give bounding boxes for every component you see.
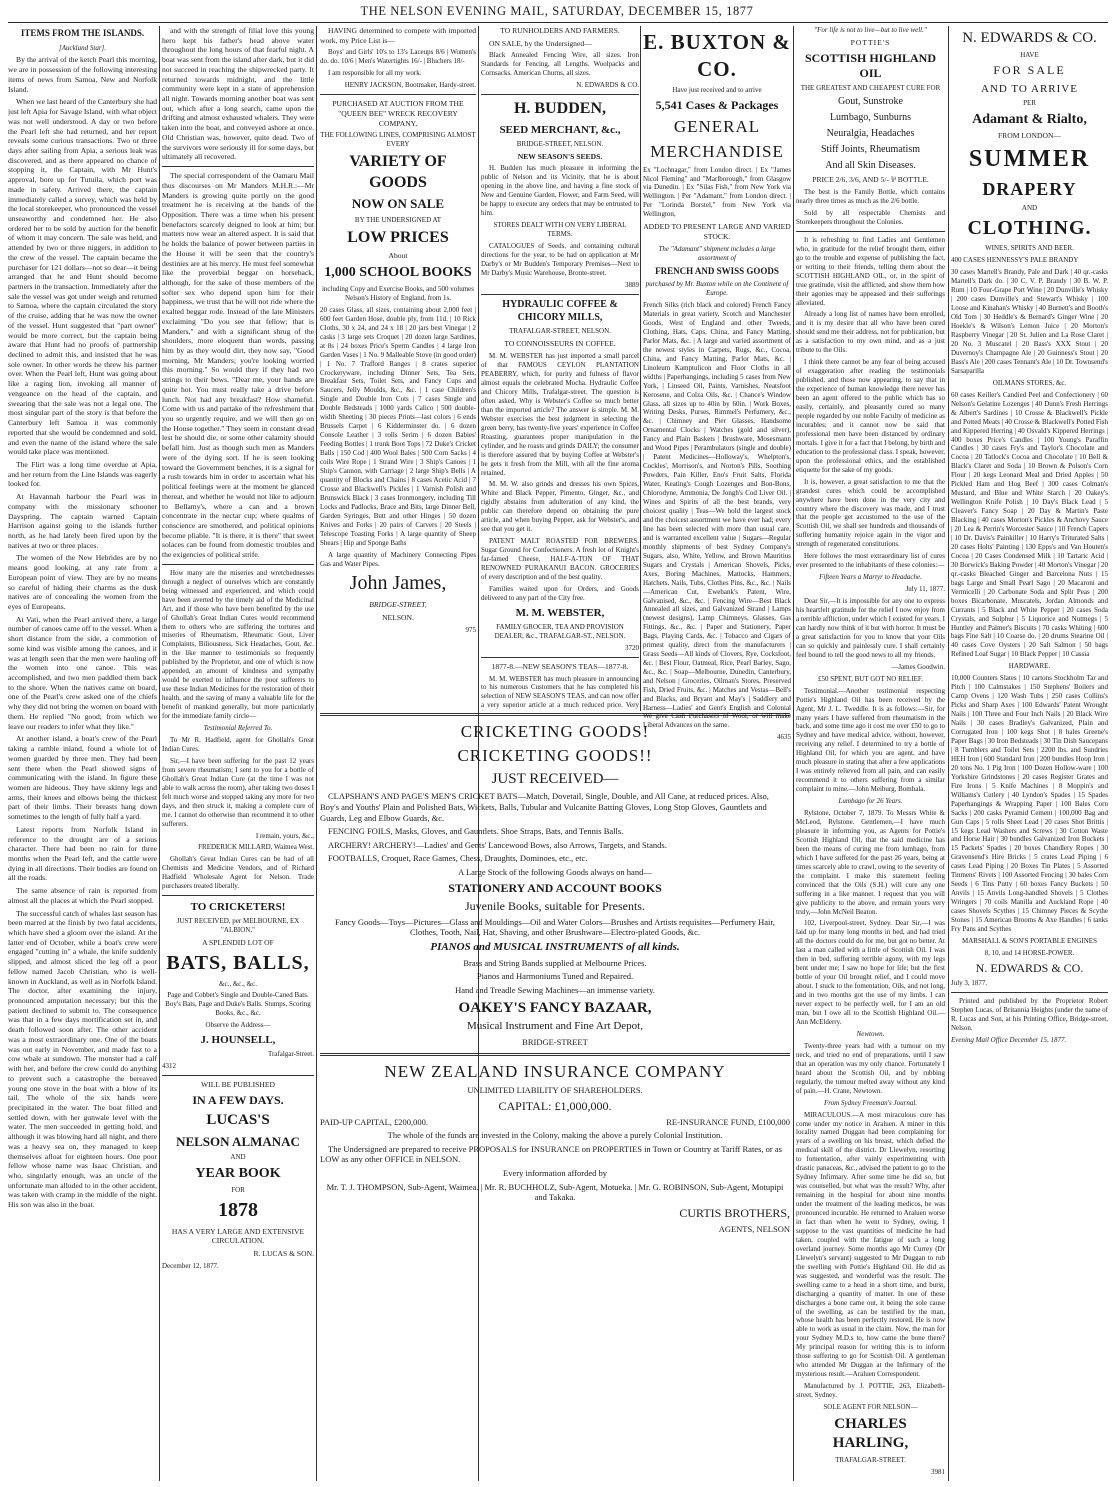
column-divider xyxy=(159,26,160,1481)
ad-heading: PIANOS and MUSICAL INSTRUMENTS of all kinds. xyxy=(430,940,680,953)
advertiser-address: TRAFALGAR-STREET, NELSON. xyxy=(509,327,611,336)
ad-heading: Juvenile Books, suitable for Presents. xyxy=(465,898,645,913)
ad-text: CATALOGUES of Seeds, and containing cultural directions for the year, to be had on application at Mr Darby's or Mr Budden's Temporary Premises—Next to Mr Darby's Music Warehouse, Bronte-street. xyxy=(481,242,639,277)
advertiser-address: TRAFALGAR-STREET. xyxy=(835,1456,906,1465)
divider xyxy=(320,94,476,95)
cash-note: We give Cash Purchasers of Wool, or will make Liberal Advances on the same. xyxy=(643,712,791,729)
ad-line: TO CONNOISSEURS IN COFFEE. xyxy=(504,339,616,349)
divider xyxy=(481,294,639,295)
paragraph: Ghollah's Great Indian Cures can be had of all Chemists and Medicine Vendors, and of Richard Hadfield Wholesale Agent for Nelson. Trade purchasers treated liberally. xyxy=(162,855,314,891)
ad-display-text: CRICKETING GOODS!! xyxy=(457,746,653,766)
ad-line: A SPLENDID LOT OF xyxy=(202,938,274,948)
column-2 xyxy=(162,26,314,1481)
ad-line: AND xyxy=(1021,203,1038,212)
ad-year: 1878 xyxy=(218,1198,258,1221)
ad-line: Have just received and to arrive xyxy=(672,85,762,94)
goods-list: 60 cases Keiller's Candied Peel and Confectionery | 60 Nelson's Gelatine Lozenges | 40 Dunn's Fresh Herrings & Albert's Sardines | 10 Crosse & Blackwell's Pickle and Potted Meats | 40 Crosse & Blackwell's Potted Fish and Kippered Herring | 40 Osvald's Kippered Herrings | 400 boxes Price's Candles | 100 Young's Paraffin Candles | 30 cases Fry's and Taylor's Chocolate and Cocoa | 20 Tatlock's Cocoa and Chocolate | 10 Bell & Black's Claret and Soda | 10 Brown & Polson's Corn Flour | 20 kegs Leonard Meal and Dried Apples | 50 Pickled Ham and Hog Beef | 300 cases Colman's Mustard, and Blue and White Starch | 20 Oakey's Wellington Knife Polish | 10 Day's Black Lead | 5 Cleaver's Fancy Soap | 20 Day & Martin's Paste Blacking | 40 cases Morton's Pickles & Anchovy Sauce | 20 Lea & Perrin's Worcester Sauce | 10 French Capers | 10 Dr. Davis's Painkiller | 10 Harry's Triturated Salts | 20 cases Holts' Painting | 130 Epps's and Van Houten's Cocoa | 20 Cases Condensed Milk | 10 Tartaric Acid | 30 Borwick's Baking Powder | 40 Morton's Vinegar | 20 qr.-casks Bleached Ginger and Barcelona Nuts | 15 bags Large and Small Pearl Sago | 20 Macaroni and Vermicelli | 20 Carbonate Soda and Split Peas | 200 boxes Bicarbonate, Muscatels, Jordan Almonds and Currants | 5 Black and White Pepper | 20 cases Soda Crystals, and Sulphur | 5 Liquorice and Nutmegs | 5 Huntley and Palmer's Biscuits | 70 casks Whiting | 600 bags Fine Salt | 10 Coarse do. | 20 drums Stearine Oil | 40 cases Cove Oysters | 20 Salt Salmon | 50 bags Refined Loaf Sugar | 10 Black Pepper | 10 Cassia xyxy=(951,390,1108,659)
advertiser-name: N. EDWARDS & CO. xyxy=(962,30,1097,46)
column-5-top xyxy=(643,26,791,711)
ad-display-text: BATS, BALLS, xyxy=(166,951,310,974)
ad-number: 4312 xyxy=(162,1062,176,1071)
quote: "For life is not to live—but to live well." xyxy=(814,26,927,34)
ad-display-text: MERCHANDISE xyxy=(650,141,784,161)
ad-display-text: SCOTTISH HIGHLAND OIL xyxy=(804,50,937,81)
ad-line: HAS A VERY LARGE AND EXTENSIVE CIRCULATION. xyxy=(171,1226,305,1246)
ad-line: STORES DEALT WITH ON VERY LIBERAL TERMS. xyxy=(493,221,627,239)
ad-line: WILL BE PUBLISHED xyxy=(201,1080,275,1090)
advertiser-name: N. EDWARDS & CO. xyxy=(576,81,639,90)
goods-list: 400 CASES HENNESSY'S PALE BRANDY xyxy=(951,256,1079,265)
advertiser-name: John James, xyxy=(349,572,447,595)
advertiser-name: M. M. WEBSTER, xyxy=(515,606,605,619)
article-heading: ITEMS FROM THE ISLANDS. xyxy=(20,28,145,38)
advertiser-address: BRIDGE-STREET, xyxy=(369,600,427,610)
ad-text: The whole of the funds are invested in the Colony, making the above a purely Colonial Institution. xyxy=(387,1130,723,1141)
paragraph: Testimonial.—Another testimonial respecting Pottie's Highland Oil has been received by the Agent, Mr J. L. Tweddle. It is as follows:—Sir, for many years I have suffered from rheumatism in the back, and some time ago it cost me over £50 to go to Sydney and have medical advice, without, however, receiving any relief. I determined to try a bottle of Highland Oil, for which you are agent, and have much pleasure in stating that after a few applications I was entirely relieved from all pain, and can easily recommend it to others suffering from a similar complaint to mine.—John Meiburg, Bombala. xyxy=(796,686,945,794)
ad-line: BY THE UNDERSIGNED AT xyxy=(354,215,442,224)
ad-text: ON SALE, by the Undersigned— xyxy=(489,38,592,48)
testimonial-title: £50 SPENT, BUT GOT NO RELIEF. xyxy=(817,674,924,683)
ad-line: 8, 10, and 14 HORSE-POWER. xyxy=(984,948,1075,957)
ad-heading: 1877-8.—NEW SEASON'S TEAS—1877-8. xyxy=(491,661,629,671)
ad-line: The "Adamant" shipment includes a large assortment of xyxy=(658,244,776,262)
ad-heading: CAPITAL: £1,000,000. xyxy=(498,1098,612,1113)
ad-text: HAVING determined to compete with imported work, my Price List is— xyxy=(320,26,476,45)
ailment: Lumbago, Sunburns xyxy=(829,112,912,124)
ad-text: ARCHERY! ARCHERY!—Ladies' and Gents' Lancewood Bows, also Arrows, Targets, and Stands. xyxy=(328,839,667,850)
ad-text: The Undersigned are prepared to receive PROPOSALS for INSURANCE on PROPERTIES in Town or Country at Tariff Rates, or as LOW as any other OFFICE in NELSON. xyxy=(320,1143,782,1165)
ad-number: 4635 xyxy=(777,732,791,741)
ad-display-text: CRICKETING GOODS! xyxy=(460,722,650,741)
ad-line: FROM LONDON— xyxy=(997,131,1062,141)
masthead-rule xyxy=(8,22,1108,23)
column-divider xyxy=(316,26,317,1481)
ad-heading: JUST RECEIVED— xyxy=(491,770,619,787)
advertiser-name: CHARLES HARLING, xyxy=(832,1416,909,1452)
ad-line: THE FOLLOWING LINES, COMPRISING ALMOST EVERY xyxy=(320,131,476,149)
paragraph: Dear Sir,—It is impossible for any one to express his heartfelt gratitude for the relief I now enjoy from a terrible affliction, under which I existed for years. I can hardly now think of it but with horror. It must be a great satisfaction for you to know that your Oils can so quickly and painlessly cure. I shall certainly feel bound to tell the good news to all my friends. xyxy=(796,597,945,659)
ad-line: Musical Instrument and Fine Art Depot, xyxy=(467,1020,643,1033)
ad-heading: MARSHALL & SON'S PORTABLE ENGINES xyxy=(962,936,1097,945)
paragraph: At another island, a boat's crew of the Pearl taking a ramble inland, found a whole lot of women guarded by three men. They had been sent there when the Pearl showed signs of communicating with the island. In figure these women are hideous. They have skinny legs and arms, their knees and elbows being the thickest part of their limbs. Their breasts hang down sometimes to the length of fully half a yard. xyxy=(8,734,157,822)
testimonial-date: July 11, 1877. xyxy=(905,585,945,594)
ad-line: Observe the Address— xyxy=(205,1021,271,1030)
paragraph: It is refreshing to find Ladies and Gentlemen who, in gratitude for the relief brought them, either go to the trouble and expense of publishing the fact, or writing to their friends, telling them about the SCOTTISH HIGHLAND OIL, or, in the spirit of true gratitude, visit the afflicted, and show them how their agonies may be appeased and their sufferings alleviated. xyxy=(796,235,945,307)
ad-line: Page and Cobbet's Single and Double-Caned Bats. Boy's Bats, Page and Duke's Balls. Stumps, Scoring Books, &c., &c. xyxy=(165,991,311,1018)
divider xyxy=(162,1075,314,1076)
ad-display-text: 1,000 SCHOOL BOOKS xyxy=(324,265,472,281)
ad-text: Black Annealed Fencing Wire, all sizes. Iron Standards for Fencing, all Lengths. Woolpacks and Cornsacks. American Churns, all sizes. xyxy=(481,51,639,78)
ad-line: A Large Stock of the following Goods always on hand— xyxy=(458,867,652,877)
ad-line: PURCHASED AT AUCTION FROM THE "QUEEN BEE" WRECK RECOVERY COMPANY, xyxy=(332,99,464,128)
paragraph: Already a long list of names have been enrolled, and it is my desire that all who have been cured should send me their address, not for publication, but as a satisfaction to my own mind, and as a just tribute to the Oils. xyxy=(796,310,945,355)
paragraph: The Flirt was a long time overdue at Apia, and her return from the Line Islands was eagerly looked for. xyxy=(8,459,157,489)
ad-display-text: SUMMER xyxy=(968,146,1091,173)
goods-list: 30 cases Martell's Brandy, Pale and Dark | 40 qr.-casks Martell's Dark do. | 30 C. V. P. Brandy | 30 B. W. P. Rum | 10 Four-Grape Port Wine | 20 Dunville's Whisky | 200 cases Dunville's and Stewart's Whisky | 100 Loose and Kinahan's Whisky | 40 Burnett's and Booth's Old Tom | 30 Heddle's & Bernard's Ginger Wine | 20 Hoekle's & Wilson's Lemon Juice | 20 Morton's Raspberry Vinegar | 20 St. Julien and La Rose Claret | 20 No. 3 Muscatel | 20 Bass's XXX Stout | 20 Duvernoy's Champagne Ale | 20 Guinness's Stout | 20 Bass's Ale | 200 cases Tennant's Ale | 10 Dr. Townsend's Sarsaparilla xyxy=(951,268,1108,375)
ad-line: SOLE AGENT FOR NELSON— xyxy=(823,1403,918,1412)
divider xyxy=(951,992,1108,993)
goods-list: 10,000 Counters Slates | 10 cartons Stockholm Tar and Pitch | 100 Calmstakes | 150 Stephens' Boilers and Camp Ovens | 120 Wash Tubs | 250 cases Collins's Picks and Sharp Axes | 100 Edwards' Patent Wrought Nails | 100 Three and Four Inch Nails | 20 Black Wire Nails | 30 cases Bradley's Galvanized, Plain and Corrugated Iron | 100 kegs Shot | 8 bales Greene's Paper Bags | 30 Iron Bedsteads | 30 Tin Dish Saucepans | 8 Tumblers and Toilet Sets | 2200 lbs. and Sundries HEH Iron | 600 Standard Iron | 200 bundles Hoop Iron | 20 tons No. 1 Pig Iron | 100 Dozen Hollow-ware | 100 Yorkshire Grindstones | 20 cases Register Grates and Fire Irons | 5 Knife Machines | 8 Moppin's and Williams's Cutlery | 40 Lyndon's Spades | 15 Spades Paperhangings & Wrapping Paper | 100 Bales Corn Sacks | 200 casks Pyramid Cement | 100,000 Bag and Gun Caps | 5 rolls Sheet Lead | 20 cases Shot Brittis | 15 kegs Lead Washers and Screws | 30 Cotton Waste and Horse Hair | 30 bundles Galvanized Iron Buckets | 15 Packets' Spades | 20 boxes Chandlery Ropes | 30 Gravensend's Hire Bricks | 5 crates Lead Piping | 6 cases Lead Piping | 20 Boxes Tin Plates | 5 Assorted Tinmens' Rivets | 100 Assorted Fencing | 30 bales Corn Seeds | 6 Tins Putty | 60 boxes Fancy Buckets | 50 Anvils | 15 Anvils Long-handled Shovels | 5 Clothes Wringers | 70 coils Manilla and Auckland Rope | 40 cases Shovels Scythes | 15 Chimney Pieces & Scythe Stones | 15 American Brooms & Axe Handles | 6 tanks Fry Pans and Scythes xyxy=(951,674,1108,933)
ad-display-text: YEAR BOOK xyxy=(195,1166,281,1182)
signature: —James Goodwin. xyxy=(891,662,945,671)
ad-line: Brass and String Bands supplied at Melbourne Prices. xyxy=(463,957,647,968)
ad-text: FENCING FOILS, Masks, Gloves, and Gauntlets. Shoe Straps, Bats, and Tennis Balls. xyxy=(328,826,624,837)
ad-line: Every information afforded by xyxy=(503,1168,607,1178)
advertiser-name: HENRY JACKSON, Bootmaker, Hardy-street. xyxy=(344,81,476,90)
section-heading: WINES, SPIRITS AND BEER. xyxy=(985,244,1074,253)
advertiser-address: AGENTS, NELSON xyxy=(718,1223,790,1234)
testimonial-title: Newtown. xyxy=(856,1029,885,1038)
advertiser-name: CURTIS BROTHERS, xyxy=(679,1205,790,1220)
ship-list: Ex "Lochnagar," from London direct. | Ex "James Nicol Fleming" and "Marlborough," from Glasgow via Dunedin. | Ex "Silas Fish," from New York via Wellington. | Per "Adamant," from London direct. | Per "Lorinda Borstel," from New York via Wellington, xyxy=(643,165,791,219)
ad-number: 3981 xyxy=(931,1468,945,1477)
column-divider xyxy=(640,26,641,711)
paragraph: To Mr R. Hadfield, agent for Ghollah's Great Indian Cures. xyxy=(162,735,314,753)
ailment: Stiff Joints, Rheumatism xyxy=(821,143,920,155)
ad-line: HAVE xyxy=(1020,51,1039,60)
ad-text: PATENT MALT ROASTED FOR BREWERS. Sugar Ground for Confectioners. A fresh lot of Knight's far-famed Cheese, HALF-A-TON OF THAT RENOWNED PURAKANUI BACON. GROCERIES of every description and of the best quality. xyxy=(481,537,639,581)
ad-text: The best is the Family Bottle, which contains nearly three times as much as the 2/6 bottle. xyxy=(796,188,945,205)
divider xyxy=(162,895,314,896)
ad-line: Hand and Treadle Sewing Machines—an immense variety. xyxy=(455,984,655,995)
ad-line: A large quantity of Machinery Connecting Pipes Gas and Water Pipes. xyxy=(320,550,476,568)
column-6 xyxy=(796,26,945,1481)
article-source: [Auckland Star]. xyxy=(58,43,107,52)
ad-display-text: 5,541 Cases & Packages xyxy=(655,97,779,112)
ad-heading: STATIONERY AND ACCOUNT BOOKS xyxy=(448,880,662,895)
advertiser-town: NELSON. xyxy=(382,612,414,622)
ad-line: ADDED TO PRESENT LARGE AND VARIED STOCK. xyxy=(643,222,791,241)
advertiser-address: FAMILY GROCER, TEA AND PROVISION DEALER, &c., TRAFALGAR-ST., NELSON. xyxy=(494,622,626,640)
goods-list: French Silks (rich black and colored) French Fancy Materials in great variety, Scotch and Manchester Goods, West of England and other Tweeds, Clothing, Hats, Caps, China, and Fancy Matting, Parlor Mats, &c. | A large and varied assortment of the newest styles in Carpets, Rugs, &c., Cocoa, China, and Fancy Matting, Parlor Mats, &c. | Linoleum Kamptulicon and Floor Cloths in all widths | Paperhangings, including 5 cases from New York, | Linseed Oil, Paints, Varnishes, Neatsfoot Kerosene, and Colza Oils, &c. | Chance's Window Glass, all sizes up to 40in by 60in. | Work Boxes, Writing Desks, Purses, Rimmel's Perfumery, &c., &c. | Chimney and Pier Glasses, Handsome Ornamental Clocks | Watches (gold and silver), Fancy and Plain Baskets | Brushware, Mosesmann and Wood Pipes | Perambulators (single and double) | Patent Medicines—Holloway's, Whelpton's, Cockles', Morrison's, and Norton's Pills, Soothing Powders, Pain Killer, Eno's Fruit Salts, Florida Water, Keating's Cough Lozenges and Bon-Bons, Chlorodyne, Ammonia, De Jongh's Cod Liver Oil. | Wines and Spirits of all the best brands, very choicest quality | Teas—We hold the largest stock and the choicest assortment we have ever had; every line has been selected with more than usual care, and is warranted excellent value | Sugars—Regular monthly shipments of best Sydney Company's Sugars, also, White, Yellow, and Brown Mauritius Sugars and Crystals | American Shovels, Picks, Axes, Boring Machines, Mattocks, Hammers, Hatchets, Nails, Tubs, Clothes Pins, &c., &c. | Nails—American Cut, Ewebank's Patent, Wire, Galvanised, &c., &c. | Fencing Wire—Best Black Annealed all sizes, and Galvanized Strand | Lamps (newest designs), Lamp Chimneys, Glasses, Gas Fittings, &c., &c. | Paper and Stationery, Paper Bags, Playing Cards, &c. | Tobacco and Cigars of primest quality, direct from the manufacturers | Grass Seeds—All kinds of Clovers, Rye, Cocksfoot, &c. | Best Flour, Oatmeal, Rice, Pearl Barley, Sago, &c., &c. | Soap—Melbourne, Dunedin, Canterbury, and Nelson | Groceries, Oilman's Stores, Preserved Fish, Dried Fruits, &c. | Matches and Vestas—Bell's and Blacks, and Bryant and May's | Saddlery and Harness—Ladies' and Gent's English and Colonial xyxy=(643,301,791,711)
paragraph: Latest reports from Norfolk Island in reference to the drought are of a serious character. There had been no rain for three months when the Pearl left, and the cattle were dying in all directions. Their bodies are found on all the roads. xyxy=(8,824,157,883)
advertiser-name: N. EDWARDS & CO. xyxy=(975,960,1084,975)
ad-line: AND TO ARRIVE xyxy=(981,82,1078,95)
ad-display-text: LOW PRICES xyxy=(347,228,449,246)
ad-display-text: DRAPERY xyxy=(982,178,1077,199)
ad-number: 3720 xyxy=(625,643,639,652)
paragraph: The same absence of rain is reported from almost all the places at which the Pearl stopped. xyxy=(8,886,157,905)
paragraph: By the arrival of the ketch Pearl this morning, we are in possession of the following interesting items of news from Samoa, New and Norfolk Island. xyxy=(8,55,157,94)
paragraph: The special correspondent of the Oamaru Mail thus discourses on Mr Manders M.H.R.:—Mr Manders is growing quite portly on the good treatment he is receiving at the hands of the Opposition. There was a time when his present benefactors scarcely deigned to look at him; but matters now wear an altered aspect. It is said that he holds the balance of power between parties in the House it will be seen that the country's destinies are at his mercy. He must feel somewhat like the proverbial beggar on horseback, although, for the sake of those members of the softer sex who depend upon him for their happiness, we trust that he will not ride where the exalted beggar rode. Instead of the late Ministers exclaiming "Do you see that fellow; that is Manders," and with a significant shrug of the shoulders, more eloquent than words, passing him by as they would dirt, they now say, "Good morning, Mr Manders; you're looking worried this morning." So would they if they had two strings to their bows. "Dear me, your hands are quite hot. You must really take a drive before lunch. Not had any breakfast? How shameful. Come with us and partake of the refreshment that you so urgently require, and we will then go on the House together." They seem in constant dread lest he should die, or some other calamity should befall him. Just as though such men as Manders were of the dying sort. If he is seen looking toward the Government benches, it is a signal for a rush towards him in order to ascertain what his political feelings were at the moment he glanced thereat, and whether he would not like to adjourn to Bellamy's, where a can and a brown concentrate in the nectar cup; where qualms of conscience are smothered, and political opinions become pliable. "It is there, it is there" that sweet solaces can be found from domestic troubles and the exigencies of political strife. xyxy=(162,171,314,560)
paragraph: The women of the New Hebrides are by no means good looking, at any rate from a European point of view. They are by no means so careful of hiding their charms as the dusk natives are of concealing the women from the eyes of Europeans. xyxy=(8,553,157,611)
advertisement-text: How many are the miseries and wretchednesses through a neglect of ourselves which are constantly being witnessed and experienced, and which could have been averted by the timely aid of the Medicinal Art, and if those who have been benefited by the use of Ghollah's Great Indian Cures would recommend them to others who are suffering the tortures and miseries of Rheumatism, Rheumatic Gout, Liver Complaints, Biliousness, Sick Headaches, Gout, &c. in the like manner to testimonials so frequently published by the Proprietor, and one of which is now appended, an amount of kindness and sympathy would be exerted to influence the poor sufferers to use these Indian Medicines for the restoration of their health, and the saving of many a valuable life for the benefit of mankind generally, but more particularly for the immediate family circle— xyxy=(162,568,314,721)
paid-up-capital: PAID-UP CAPITAL, £200,000. xyxy=(320,1116,429,1127)
divider xyxy=(162,166,314,167)
column-3 xyxy=(320,26,476,731)
imprint-date: Evening Mail Office December 15, 1877. xyxy=(951,1035,1067,1044)
agent-list: Mr. T. J. THOMPSON, Sub-Agent, Waimea. | Mr. R. BUCHHOLZ, Sub-Agent, Motueka. | Mr. G. ROBINSON, Sub-Agent, Motupipi and Takaka. xyxy=(326,1181,784,1203)
testimonial-title: From Sydney Freeman's Journal. xyxy=(823,1098,918,1107)
ad-number: 975 xyxy=(465,625,476,634)
ailment: Neuralgia, Headaches xyxy=(826,127,915,139)
column-1 xyxy=(8,26,157,1481)
paragraph: At Vati, when the Pearl arrived there, a large number of canoes came off to the vessel. When a short distance from the side, a commotion of some kind was visible among the canoes, and it was at length seen that the men were hauling off the women into one canoe. This was accomplished, and two men paddled them back to the shore. When the natives came on board, one of the Pearl's crew asked one of the chiefs why they did not bring the women on board with them. He replied "No good; from which we leave our readers to infer what they like." xyxy=(8,614,157,731)
price: PRICE 2/6, 3/6, AND 5/- ⅌ BOTTLE. xyxy=(812,175,929,185)
ad-text: M. M. W. also grinds and dresses his own Spices, White and Black Pepper, Pimento, Ginger, &c., and rigidly abstains from adulteration of any kind, the public can therefore depend on obtaining the pure article, and when buying Pepper, ask for Webster's, and see that you get it. xyxy=(481,480,639,534)
signature: FREDERICK MILLARD, Waimea West. xyxy=(198,843,314,852)
ad-line: FOR SALE xyxy=(993,63,1066,78)
ad-heading: TO CRICKETERS! xyxy=(190,901,286,914)
advertiser-address: Trafalgar-Street. xyxy=(267,1050,314,1059)
ad-text: CLAPSHAN'S AND PAGE'S MEN'S CRICKET BATS—Match, Dovetail, Single, Double, and All Cane, at reduced prices. Also, Boy's and Youths' Plain and Polished Bats, Wickets, Balls, Tubular and Vulcanite Batting Gloves, Long Stop Gloves, Gauntlets and Guards, Leg and Elbow Guards, &c. xyxy=(320,791,769,823)
advertiser-address: BRIDGE-STREET xyxy=(522,1037,588,1047)
ad-display-text: CLOTHING. xyxy=(967,216,1092,239)
advertiser-address: BRIDGE-STREET, NELSON. xyxy=(516,139,604,148)
reinsurance-fund: RE-INSURANCE FUND, £100,000 xyxy=(666,1116,790,1127)
ad-display-text: GENERAL xyxy=(673,117,761,137)
ad-line: including Copy and Exercise Books, and 500 volumes Nelson's History of England, from 1s. xyxy=(321,284,475,302)
column-divider xyxy=(948,26,949,1481)
signoff: I remain, yours, &c., xyxy=(255,831,314,840)
ad-line: POTTIE'S xyxy=(850,37,891,47)
section-heading: OILMANS STORES, &c. xyxy=(992,378,1067,387)
imprint: Printed and published by the Proprietor Robert Stephen Lucas, of Britannia Heights (under the name of R. Lucas and Son, at his Printing Office, Bridge-street, Nelson. xyxy=(951,997,1108,1033)
ad-display-text: Adamant & Rialto, xyxy=(972,111,1087,127)
ad-line: AND xyxy=(230,1153,246,1162)
paragraph: It is, however, a great satisfaction to me that the grandest cures which could be accomplished anywhere have been done in the very city and country where the discovery was made, and I trust that the people get accustomed to the use of the Scottish Oil, we shall see hundreds and thousands of suffering humanity rejoice again in the vigor and strength of regenerated constitutions. xyxy=(796,477,945,549)
paragraph: 102, Liverpool-street, Sydney. Dear Sir,—I was laid up for many long months in bed, and had tried all the doctors could do for me, but got no better. At last a man called with a little of Scottish Oil. I was then in bed, suffering terrible agony, with my legs bent under me; I saw no hope for life; but the first bottle of your Oil brought relief, and I could move about. I stuck to the fomentation, Oils, and not long, and in two months got the use of my limbs. I can never expect to be perfectly well, for I am an old man, but I owe all to the Scottish Highland Oil.—Ann McElderry. xyxy=(796,919,945,1026)
ad-heading: IN A FEW DAYS. xyxy=(192,1092,284,1107)
ad-line: &c., &c., &c. xyxy=(219,979,257,988)
ad-date: July 3, 1877. xyxy=(951,979,988,988)
ad-line: THE GREATEST AND CHEAPEST CURE FOR xyxy=(800,84,941,93)
ad-line: PER xyxy=(1023,98,1036,107)
divider xyxy=(481,657,639,658)
divider xyxy=(162,564,314,565)
ad-line: Pianos and Harmoniums Tuned and Repaired. xyxy=(476,971,634,982)
goods-list: 20 cases Glass, all sizes, containing about 2,000 feet | 600 feet Garden Hose, double ply, from 11d. | 10 Rick Cloths, 30 x 24, and 24 x 18 | 20 jars best Vinegar | 2 casks | 3 large sets Croquet | 20 dozen large Sardines, at 8s | 24 boxes Price's Sperm Candles | 4 large Iron Garden Vases | 1 No. 9 Malleable Stove (in good order) | 1 No. 7 Trafford Ranges | 8 crates superior Crockeryware, including Dinner Sets, Tea Sets, Breakfast Sets, Toilet Sets, and Fancy Cups and Saucers, Jelly Moulds, &c., &c. | 1 case Children's Single and Double Iron Cots | 7 cases Single and Double Bedsteads | 1000 yards Calico | 500 double-width Sheeting | 30 pieces Prints—last colors | 6 ends Brussels Carpet | 6 Kidderminster do. | 6 dozen Console Leather | 3 rolls Serim | 6 dozen Babies' Feeding Bottles | 1 trunk Boot Tops | 72 Duke's Cricket Balls | 150 Cod | 400 Wool Bales | 500 Corn Sacks | 4 coils Wire Rope | 1 Strand Wire | 3 Ship's Canoes | 1 Ship's Cannon, with Carriage | 2 large Ship's Bells | A quantity of Blocks and Chains | 8 cases Acetic Acid | 7 Crosse and Blackwell's Pickles | 1 Varnish Polish and Brunswick Black | 3 cases Ironmongery, including Till Locks and Padlocks, Brace and Bits, large Dinner Bell, Garden Syringes, Butt and other Hinges | 50 dozen Knives and Forks | 20 pairs of Carvers | 20 Steels | Telescope Toasting Forks | A large quantity of Sheep Shears | Hip and Sponge Baths xyxy=(320,305,476,547)
column-7 xyxy=(951,26,1108,1481)
ad-text: M. M. WEBSTER has just imported a small parcel of that FAMOUS CEYLON PLANTATION PEABERRY, which, for purity and fulness of flavor almost equals the celebrated Mocha. Hydraulic Coffee and Chicory Mills, Trafalgar-street. The question is often asked, Why is Webster's Coffee so much better than the imported article? The answer is simple. M. M. Webster exercises the best judgment in selecting the green berry, has twenty-five years' experience in Coffee Roasting, guarantees proper manipulation in the cylinder, and he roasts and grinds DAILY; the consumer is therefore assured that by buying Coffee at Webster's he gets it fresh from the Mill, with all the fine aroma retained. xyxy=(481,352,639,477)
ad-text: Fancy Goods—Toys—Pictures—Glass and Mouldings—Oil and Water Colors—Brushes and Artists requisites—Perfumery Hair, Clothes, Tooth, Nail, Hat, Shaving, and other Brushware—Electro-plated Goods, &c. xyxy=(335,916,775,938)
advertiser-name: OAKEY'S FANCY BAZAAR, xyxy=(458,999,652,1016)
ad-line: FOR xyxy=(231,1186,245,1195)
ad-number: 3889 xyxy=(625,280,639,289)
ailment: Gout, Sunstroke xyxy=(838,96,903,108)
paragraph: Twenty-three years bad with a tumour on my neck, and tried no end of preparations, until I saw that an operation was my only chance. Fortunately I heard about the Scottish Oil, and by rubbing regularly, the tumour melted away without any kind of pain.—H. Crane, Newtown. xyxy=(796,1041,945,1095)
ad-text: FOOTBALLS, Croquet, Race Games, Chess, Draughts, Dominoes, etc., etc. xyxy=(328,853,588,864)
paragraph: Here follows the most extraordinary list of cures ever presented to the inhabitants of these colonies:— xyxy=(796,552,945,570)
masthead: THE NELSON EVENING MAIL, SATURDAY, DECEMBER 15, 1877 xyxy=(360,4,754,18)
ad-text: M. M. WEBSTER has much pleasure in announcing to his numerous Customers that he has completed his selection of NEW SEASON'S TEAS, and can now offer a very superior article at a much reduced price. Very xyxy=(481,674,639,710)
ad-date: December 12, 1877. xyxy=(162,1261,219,1270)
ad-display-text: NEW ZEALAND INSURANCE COMPANY xyxy=(384,1061,726,1081)
ad-line: I am responsible for all my work. xyxy=(328,69,422,78)
paragraph: The successful catch of whales last season has been marred at the finish by two fatal accidents, which have shed a gloom over the island. At the latter end of October, while a boat's crew were engaged "cutting in" a whale, the knife suddenly slipped, and almost sliced the leg off a poor fellow named Jacob Christian, who is well-known in Auckland, as well as in Norfolk Island. The doctor, after examining the injury, pronounced amputation necessary; but this the patient declined to submit to. The consequence was that in a few days mortification set in, and death followed soon after. The other accident was a most extraordinary one. One of the boats was out early in November, and made fast to a cow whale at sundown. The monster had a calf with her, and before the crew could do anything to prevent such a catastrophe the bereaved young one stove in the boat with a blow of its tail. The whole of the six hands were precipitated in the water. The boat filled and settled down, with her gunwale level with the water. The men succeeded in getting hold, and although it was blowing hard all night, and there was a heavy sea on, they managed to keep themselves afloat for eighteen hours. One poor fellow whose name was Isaac Christian, and who, singularly enough, was an uncle of the unfortunate man alluded to in the other accident, was taken with cramp in the middle of the night. His son was also in the boat. xyxy=(8,908,157,1210)
ad-display-text: NOW ON SALE xyxy=(351,196,445,212)
ad-line: purchased by Mr. Buxton while on the Continent of Europe. xyxy=(645,280,789,298)
ad-line: SEED MERCHANT, &c., xyxy=(499,123,621,136)
divider xyxy=(796,231,945,232)
paragraph: At Havannah harbour the Pearl was in company with the missionary schooner Dayspring. The captain warned Captain Harrison against going to the islands further north, as he had lately been fired upon by the natives at two or three places. xyxy=(8,492,157,550)
advertiser-name: J. HOUNSELL, xyxy=(200,1034,276,1047)
paragraph: Sir,—I have been suffering for the past 12 years from severe rheumatism; I sent to you for a bottle of Ghollah's Great Indian Cure (at the time I was not able to walk across the room), after taking two doses I felt much worse and stopped taking any more for two days, and then struck it, making a complete cure of me. I cannot do otherwise than recommend it to other sufferers. xyxy=(162,756,314,828)
ad-line: UNLIMITED LIABILITY OF SHAREHOLDERS. xyxy=(467,1084,643,1095)
ad-display-text: LUCAS'S xyxy=(206,1112,270,1129)
testimonial-title: Lumbago for 26 Years. xyxy=(838,797,903,806)
ad-heading: FRENCH AND SWISS GOODS xyxy=(655,265,779,276)
ad-heading: TO RUNHOLDERS AND FARMERS. xyxy=(500,26,620,35)
testimonial-title: Fifteen Years a Martyr to Headache. xyxy=(819,573,922,582)
divider xyxy=(481,94,639,95)
paragraph: When we last heard of the Canterbury she had just left Apia for Savage Island, with what object was not well understood. A day or two before the Pearl left she had returned, and her report reveals some curious transactions. Two or three days after sailing from Apia, a serious leak was discovered, and as there appeared no chance of stopping it, the Captain, with Mr Hunt's approval, bore up for Tutuila, which port was made in safety. Arrived there, the captain immediately called a survey, which was held by the local storekeeper, who pronounced the vessel unseaworthy and condemned her. He also ordered her to be sold by auction for the benefit of whom it may concern. The sale was held, and attended by two or three niggers, in addition to the crew of the vessel. The captain became the purchaser for 121 dollars—not so dear—it being arranged that he and Hunt should become partners in the transaction. Immediately after the sale the vessel was got under weigh and returned to Samoa, where the captain circulated the story of the cruise, adding that he was now the owner of the vessel. Hunt suggested that "part owner" would be more correct, but the captain being aware that Hunt had no proofs of partnership declined to admit this, and insisted that he was sole owner. In other words he threw his partner over. When the Pearl left, Hunt was going about like a raging lion, invoking all manner of vengeance on the head of the captain, and swearing that the sale was not a legal one. The most singular part of the story is that before the Canterbury left Samoa it was commonly reported that she would be condemned and sold, and even the name of the island where the sale would take place was mentioned. xyxy=(8,97,157,457)
section-heading: HARDWARE. xyxy=(1008,662,1051,671)
ad-line: JUST RECEIVED, per MELBOURNE, EX "ALBION," xyxy=(176,917,300,935)
paragraph: Manufactured by J. POTTIE, 263, Elizabeth-street, Sydney. xyxy=(796,1382,945,1400)
column-4 xyxy=(481,26,639,711)
advertiser-name: E. BUXTON & CO. xyxy=(643,30,791,81)
ad-text: Sold by all respectable Chemists and Storekeepers throughout the Colonies. xyxy=(796,208,945,226)
advertiser-name: R. LUCAS & SON. xyxy=(253,1249,314,1258)
ailment: And all Skin Diseases. xyxy=(825,159,916,171)
ad-text: Families waited upon for Orders, and Goods delivered to any part of the City free. xyxy=(481,584,639,602)
paragraph: I think there cannot be any fear of being accused of exaggeration after reading the testimonials published, and those now appearing, to say that in the experience of human knowledge there never has been an agent offered to the public which has so easily, certainly, and pleasantly cured so many people regarded by our noble Faculty of medicine as incurables; and it cannot now be said that professional men have been distanced by ordinary mortals. I give it for a fact that I belong, by birth and education to the professional class. I speak, however, upon the professional ethics, and the established etiquette for the sake of my goods. xyxy=(796,358,945,474)
paragraph: MIRACULOUS.—A most miraculous cure has come under my notice in Araluen. A miner in this locality named Duggan had been complaining for years of a swelling on his breast, which defied the medical skill of the district. Dr Llewelyn, resorting to fomentation, after vainly experimenting with drastic panaceas, &c., advised the patient to go to the Sydney Infirmary. After some time he did so, but was counselled, but what was the result? Why, after remaining in the hospital for about nine months under the treatment of the leading medicos, he was pronounced incurable. He returned to Araluen worse in fact than when he went to Sydney, owing, I suppose to the vast quantities of medicine he had taken, coupled with the fatigue of such a long overland journey. Some months ago Mr Currey (Dr Llewelyn's servant) suggested to Mr Duggan to rub the swelling with Pottie's Highland Oil. He did as was suggested, and wonderful was the result. The swelling came to a head in a short time, and burst, discharging a quantity of matter. In one of these discharges a bone came out, it being the sole cause of the swelling, as can be testified by the man, whose health has been perfectly restored. He is now able to work as usual in the claim. Now, the man for your Sydney M.D.s to, how came the bone there? My principal reason for writing this is to inform those suffering to go for Scottish Oil. A gentleman who attended Mr Duggan at the Infirmary of the mysterious result.—Araluen Correspondent. xyxy=(796,1110,945,1379)
column-divider xyxy=(793,26,794,1481)
ad-line: About xyxy=(388,251,408,261)
ad-display-text: VARIETY OF GOODS xyxy=(349,153,447,191)
paragraph: and with the strength of filial love this young hero kept his father's head above water throughout the long hours of that fearful night. A boat was sent from the island after dark, but it did not succeed in reaching the shipwrecked party. It returned towards midnight, and the little community were kept in a state of apprehension all night. Towards morning another boat was sent out, which after a long search, came upon the drifting and almost exhausted whalers. They were taken into the boat, and conveyed ashore at once. Old Christian was, however, quite dead. Two of the survivors were seriously ill for some days, but ultimately all recovered. xyxy=(162,26,314,162)
ad-display-text: NELSON ALMANAC xyxy=(176,1133,300,1149)
ad-heading: HYDRAULIC COFFEE & CHICORY MILLS, xyxy=(502,298,618,323)
ad-text: H. Budden has much pleasure in informing the public of Nelson and its Vicinity, that he is about opening in the above line, and having a fine stock of New and Genuine Garden, Flower, and Farm Seed, will be happy to execute any orders that may be entrusted to him. xyxy=(481,164,639,218)
testimonial-title: Testimonial Referred To. xyxy=(203,724,273,733)
advertiser-name: H. BUDDEN, xyxy=(513,100,606,118)
paragraph: Rylstone, October 7, 1879. To Messrs White & McLeod, Rylstone. Gentlemen,—I have much pleasure in informing you, as Agents for Pottie's Scottish Highland Oil, that the said medicine has been the means of curing me from lumbago, from which I have suffered for the past 26 years, being at times scarcely able to crawl, owing to the severity of the complaint. I make this statement feeling convinced that the Oils (S.H.) will cure any one suffering in a like manner. I request that you will give publicity to the above, and remain yours very truly,—John McNeil Beaton. xyxy=(796,809,945,916)
price-list: Boys' and Girls' 10's to 13's Laceups 8/6 | Women's do. do. 10/6 | Men's Watertights 16/- | Bluchers 18/- xyxy=(320,48,476,66)
ad-heading: NEW SEASON'S SEEDS. xyxy=(517,151,603,161)
column-5-bottom xyxy=(643,712,791,1481)
